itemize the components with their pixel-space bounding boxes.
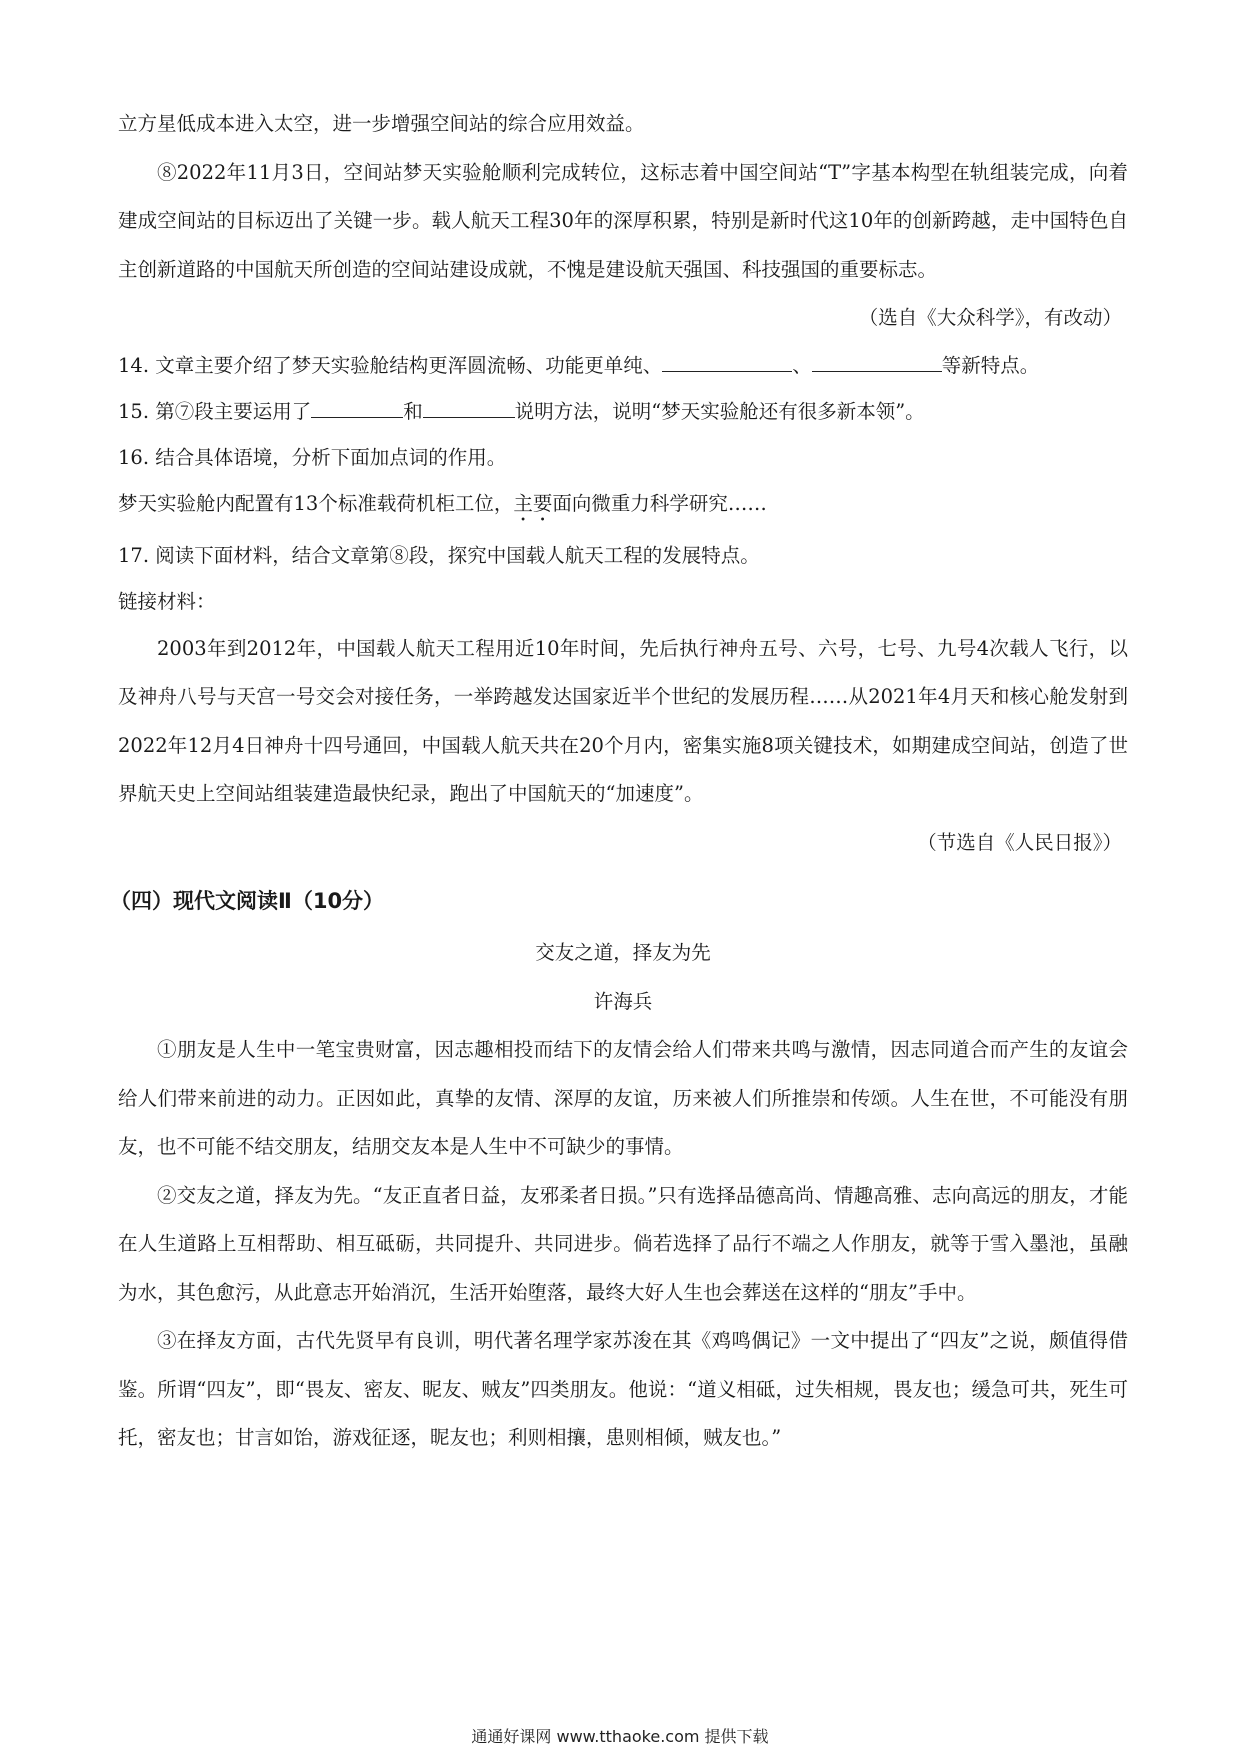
source-citation-2: （节选自《人民日报》） xyxy=(917,830,1122,854)
dotted-word: 主要 xyxy=(513,491,553,515)
link-material-label: 链接材料： xyxy=(118,589,216,613)
essay-author: 许海兵 xyxy=(593,989,653,1013)
paragraph-8: ⑧2022年11月3日，空间站梦天实验舱顺利完成转位，这标志着中国空间站“T”字基本构型在轨组装完成，向着建成空间站的目标迈出了关键一步。载人航天工程30年的深厚积累，特别是新时代这10年的创新跨越，走中国特色自主创新道路的中国航天所创造的空间站建设成就，不愧是建设航天强国、科技强国的重要标志。 xyxy=(118,160,1128,281)
link-material-text: 2003年到2012年，中国载人航天工程用近10年时间，先后执行神舟五号、六号，七号、九号4次载人飞行，以及神舟八号与天宫一号交会对接任务，一举跨越发达国家近半个世纪的发展历程……从2021年4月天和核心舱发射到2022年12月4日神舟十四号通回，中国载人航天共在20个月内，密集实施8项关键技术，如期建成空间站，创造了世界航天史上空间站组装建造最快纪录，跑出了中国航天的“加速度”。 xyxy=(118,636,1128,805)
section-heading: （四）现代文阅读Ⅱ（10分） xyxy=(110,889,385,913)
page-footer: 通通好课网 www.tthaoke.com 提供下载 xyxy=(471,1727,769,1746)
question-14 xyxy=(118,343,1128,389)
question-16-quote xyxy=(118,481,1128,527)
question-15 xyxy=(118,389,1128,435)
page-content xyxy=(110,100,1128,1463)
essay-title: 交友之道，择友为先 xyxy=(535,941,711,964)
answer-blank[interactable] xyxy=(311,395,403,417)
question-14-prefix: 14. 文章主要介绍了梦天实验舱结构更浑圆流畅、功能更单纯、 xyxy=(118,353,663,377)
question-17: 17. 阅读下面材料，结合文章第⑧段，探究中国载人航天工程的发展特点。 xyxy=(118,543,760,567)
quote-text: 梦天实验舱内配置有13个标准载荷机柜工位， xyxy=(118,491,514,515)
essay-paragraph-1: ①朋友是人生中一笔宝贵财富，因志趣相投而结下的友情会给人们带来共鸣与激情，因志同道合而产生的友谊会给人们带来前进的动力。正因如此，真挚的友情、深厚的友谊，历来被人们所推崇和传颂。人生在世，不可能没有朋友，也不可能不结交朋友，结朋交友本是人生中不可缺少的事情。 xyxy=(118,1038,1128,1158)
answer-blank[interactable] xyxy=(423,395,515,417)
source-citation-1: （选自《大众科学》，有改动） xyxy=(858,306,1122,329)
question-15-connector: 和 xyxy=(403,399,423,423)
question-14-suffix: 等新特点。 xyxy=(941,353,1040,377)
essay-paragraph-2: ②交友之道，择友为先。“友正直者日益，友邪柔者日损。”只有选择品德高尚、情趣高雅、志向高远的朋友，才能在人生道路上互相帮助、相互砥砺，共同提升、共同进步。倘若选择了品行不端之人作朋友，就等于雪入墨池，虽融为水，其色愈污，从此意志开始消沉，生活开始堕落，最终大好人生也会葬送在这样的“朋友”手中。 xyxy=(118,1183,1128,1304)
question-15-suffix: 说明方法，说明“梦天实验舱还有很多新本领”。 xyxy=(514,399,925,423)
question-14-separator: 、 xyxy=(792,353,812,377)
essay-paragraph-3: ③在择友方面，古代先贤早有良训，明代著名理学家苏浚在其《鸡鸣偶记》一文中提出了“四友”之说，颇值得借鉴。所谓“四友”，即“畏友、密友、昵友、贼友”四类朋友。他说：“道义相砥，过失相规，畏友也；缓急可共，死生可托，密友也；甘言如饴，游戏征逐，昵友也；利则相攘，患则相倾，贼友也。” xyxy=(118,1329,1128,1449)
answer-blank[interactable] xyxy=(812,349,942,371)
answer-blank[interactable] xyxy=(662,349,792,371)
question-16: 16. 结合具体语境，分析下面加点词的作用。 xyxy=(118,445,507,469)
quote-text: 面向微重力科学研究…… xyxy=(552,491,767,515)
question-15-prefix: 15. 第⑦段主要运用了 xyxy=(118,399,312,423)
paragraph-continued: 立方星低成本进入太空，进一步增强空间站的综合应用效益。 xyxy=(118,112,645,135)
